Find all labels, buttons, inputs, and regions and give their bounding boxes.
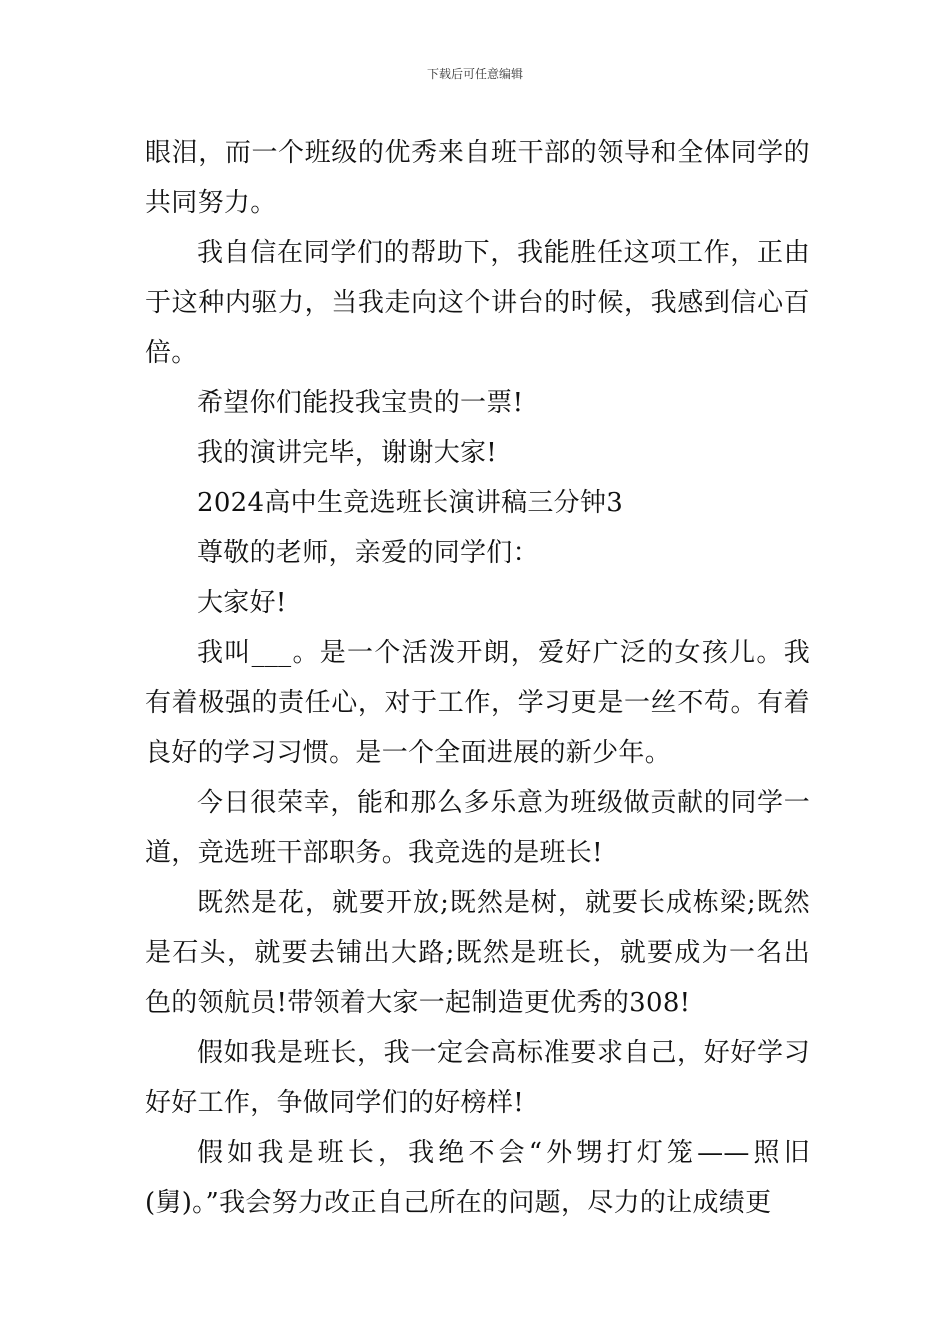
paragraph-4: 我的演讲完毕，谢谢大家! xyxy=(197,438,498,468)
paragraph-8: 我叫___。是一个活泼开朗，爱好广泛的女孩儿。我有着极强的责任心，对于工作，学习更是一丝不苟。有着良好的学习习惯。是一个全面进展的新少年。 xyxy=(145,638,810,768)
section-title: 2024高中生竞选班长演讲稿三分钟3 xyxy=(197,488,624,518)
paragraph-12: 假如我是班长，我绝不会“外甥打灯笼——照旧(舅)。”我会努力改正自己所在的问题，尽力的让成绩更 xyxy=(145,1138,810,1218)
greeting: 大家好! xyxy=(197,588,287,618)
paragraph-2: 我自信在同学们的帮助下，我能胜任这项工作，正由于这种内驱力，当我走向这个讲台的时候，我感到信心百倍。 xyxy=(145,238,810,368)
salutation: 尊敬的老师，亲爱的同学们： xyxy=(197,538,539,568)
paragraph-11: 假如我是班长，我一定会高标准要求自己，好好学习好好工作，争做同学们的好榜样! xyxy=(145,1038,810,1118)
paragraph-9: 今日很荣幸，能和那么多乐意为班级做贡献的同学一道，竞选班干部职务。我竞选的是班长! xyxy=(145,788,810,868)
paragraph-10: 既然是花，就要开放;既然是树，就要长成栋梁;既然是石头，就要去铺出大路;既然是班长，就要成为一名出色的领航员!带领着大家一起制造更优秀的308! xyxy=(145,888,810,1018)
document-body xyxy=(145,128,810,1228)
paragraph-1: 眼泪，而一个班级的优秀来自班干部的领导和全体同学的共同努力。 xyxy=(145,138,810,218)
paragraph-3: 希望你们能投我宝贵的一票! xyxy=(197,388,524,418)
page-header: 下载后可任意编辑 xyxy=(426,67,523,81)
